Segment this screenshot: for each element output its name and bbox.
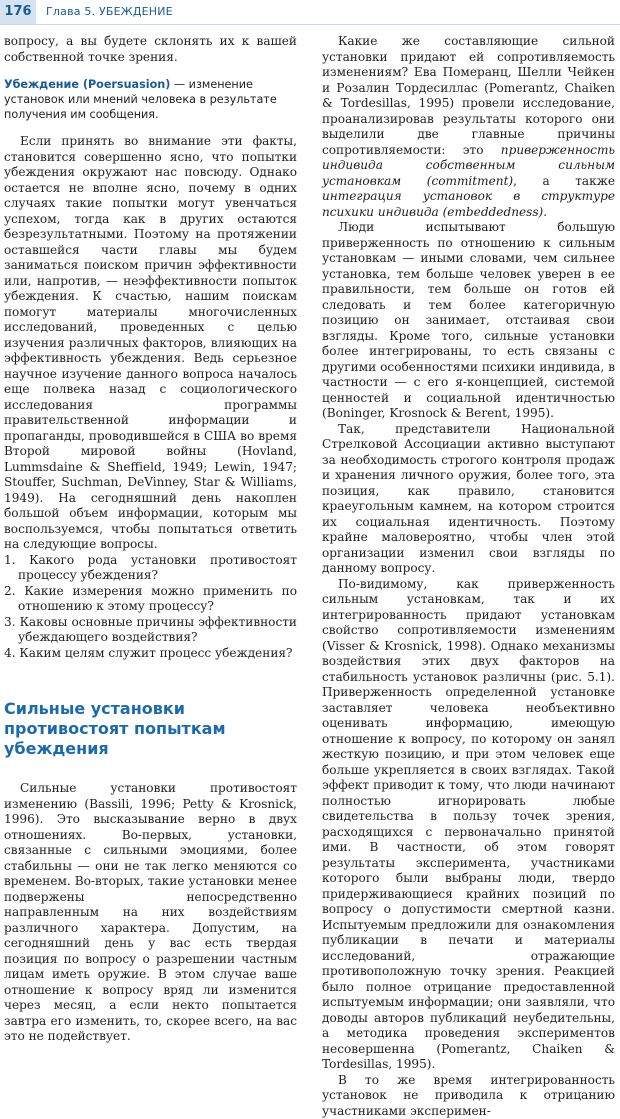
list-item: 2. Какие измерения можно применить по отношению к этому процессу? (4, 584, 297, 615)
italic-term: интеграция установок в структуре психики индивида (embeddedness). (322, 189, 615, 219)
paragraph: Сильные установки противостоят изменению (Bassili, 1996; Petty & Krosnick, 1996). Это высказывание верно в двух отношениях. Во-первых, установки, связанные с сильными эмоциями, более стабильны — они не так легко меняются со временем. Во-вторых, такие установки менее подвержены непосредственно направленным на них воздействиям различного характера. Допустим, на сегодняшний день у вас есть твердая позиция по вопросу о разрешении частным лицам иметь оружие. В этом случае ваше отношение к вопросу вряд ли изменится через месяц, а если некто попытается завтра его изменить, то, скорее всего, на вас это не подействует. (4, 781, 297, 1045)
chapter-title: Глава 5. УБЕЖДЕНИЕ (46, 0, 173, 24)
italic-term: приверженность индивида собственным сильным установкам (commitment) (322, 143, 615, 188)
list-item: 1. Какого рода установки противостоят процессу убеждения? (4, 553, 297, 584)
definition-term: Убеждение (Poersuasion) (4, 78, 170, 91)
paragraph: Если принять во внимание эти факты, становится совершенно ясно, что попытки убеждения окружают нас повсюду. Однако остается не вполне ясно, почему в одних случаях такие попытки могут увенчаться успехом, тогда как в других остаются безрезультатными. Поэтому на протяжении оставшейся части главы мы будем заниматься поиском причин эффективности или, напротив, — неэффективности попыток убеждения. К счастью, нашим поискам помогут материалы многочисленных исследований, проведенных с целью изучения различных факторов, влияющих на эффективность убеждения. Ведь серьезное научное изучение данного вопроса началось еще полвека назад с социологического исследования программы правительственной информации и пропаганды, проводившейся в США во время Второй мировой войны (Hovland, Lummsdaine & Sheffield, 1949; Lewin, 1947; Stouffer, Suchman, DeVinney, Star & Williams, 1949). На сегодняшний день накоплен большой объем информации, которым мы воспользуемся, чтобы попытаться ответить на следующие вопросы. (4, 134, 297, 553)
page-number: 176 (0, 0, 36, 24)
paragraph-text: , а также (513, 174, 615, 188)
definition-box (4, 77, 297, 122)
intro-paragraph: вопросу, а вы будете склонять их к вашей собственной точке зрения. (4, 34, 297, 65)
header-divider (0, 24, 620, 25)
page-header (0, 0, 620, 24)
paragraph: По-видимому, как приверженность сильным установкам, так и их интегрированность придают установкам свойство сопротивляемости изменениям (Visser & Krosnick, 1998). Однако механизмы воздействия этих двух факторов на стабильность установок различны (рис. 5.1). Приверженность определенной установке заставляет человека необъективно оценивать информацию, имеющую отношение к вопросу, по которому он занял жесткую позицию, и при этом человек еще больше укрепляется в своих взглядах. Такой эффект приводит к тому, что люди начинают полностью игнорировать любые свидетельства в пользу точек зрения, расходящихся с первоначально принятой ими. В частности, об этом говорят результаты эксперимента, участниками которого были выбраны люди, твердо придерживающиеся крайних позиций по вопросу о допустимости смертной казни. Испытуемым предложили для ознакомления публикации в печати и материалы исследований, отражающие противоположную точку зрения. Реакцией было полное отрицание предоставленной испытуемым информации; они заявляли, что доводы авторов публикаций неубедительны, а методика проведения экспериментов несовершенна (Pomerantz, Chaiken & Tordesillas, 1995). (322, 577, 615, 1073)
paragraph: В то же время интегрированность установок не приводила к отрицанию участниками эксперимен- (322, 1073, 615, 1119)
right-column (322, 34, 615, 1119)
paragraph: Так, представители Национальной Стрелковой Ассоциации активно выступают за необходимость строгого контроля продаж и хранения личного оружия, более того, эта позиция, как правило, становится краеугольным камнем, на котором строится их социальная идентичность. Поэтому крайне маловероятно, чтобы член этой организации изменил свои взгляды по данному вопросу. (322, 422, 615, 577)
list-item: 3. Каковы основные причины эффективности убеждающего воздействия? (4, 615, 297, 646)
definition-text: — изменение установок или мнений человека в результате получения им сообщения. (4, 78, 277, 121)
section-heading: Сильные установки противостоят попыткам убеждения (4, 699, 297, 759)
paragraph (322, 34, 615, 220)
paragraph: Люди испытывают большую приверженность по отношению к сильным установкам — иными словами, чем сильнее установка, тем больше человек уверен в ее правильности, тем больше он готов ей следовать и тем более категоричную позицию он занимает, отстаивая свои взгляды. Кроме того, сильные установки более интегрированы, то есть связаны с другими особенностями психики индивида, в частности — с его я-концепцией, системой ценностей и социальной идентичностью (Boninger, Krosnock & Berent, 1995). (322, 220, 615, 422)
question-list (4, 553, 297, 662)
left-column (4, 34, 297, 1045)
list-item: 4. Каким целям служит процесс убеждения? (4, 646, 297, 662)
paragraph-text: Какие же составляющие сильной установки придают ей сопротивляемость изменениям? Ева Померанц, Шелли Чейкен и Розалин Тордесиллас (Pomerantz, Chaiken & Tordesillas, 1995) провели исследование, проанализировав результаты которого они выделили две главные причины сопротивляемости: это (322, 34, 615, 157)
